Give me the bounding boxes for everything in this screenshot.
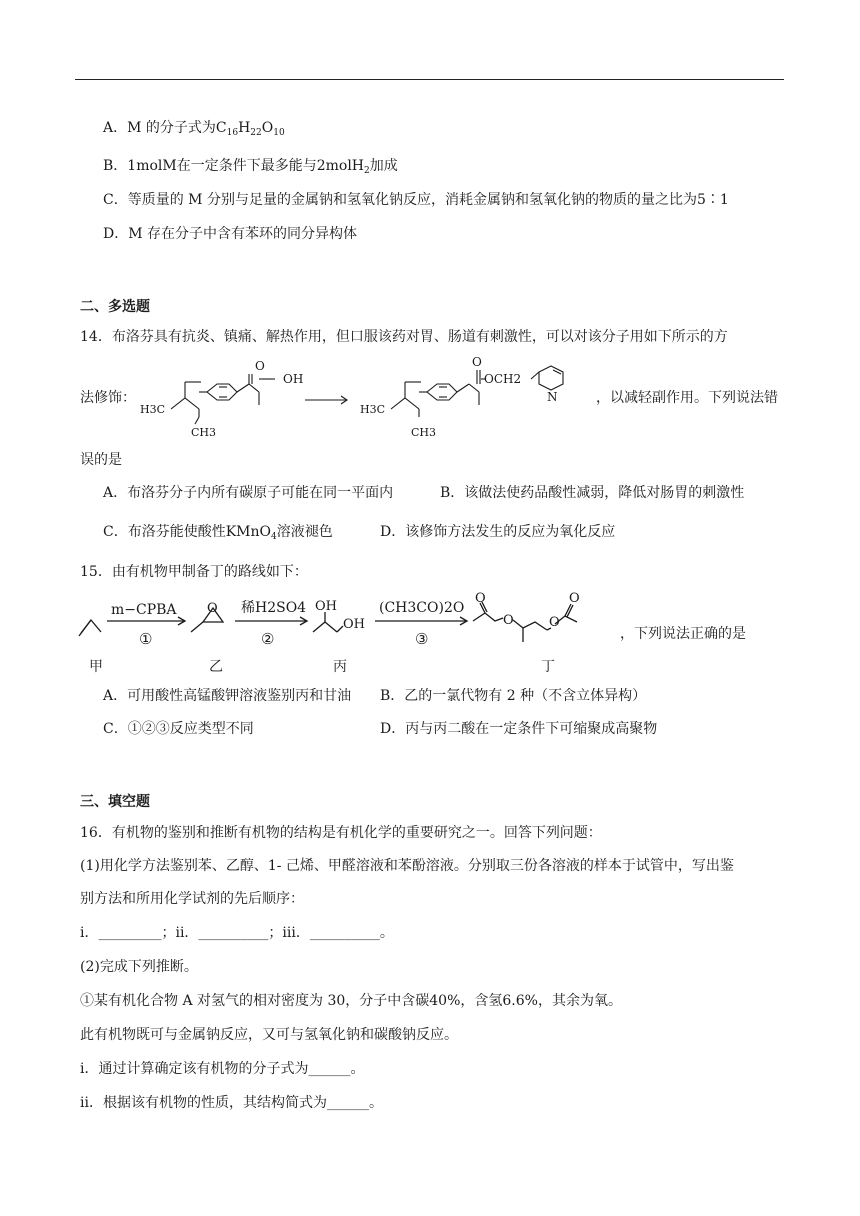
q16-part2-line1: ①某有机化合物 A 对氢气的相对密度为 30，分子中含碳40%，含氢6.6%，其余为氧。: [80, 993, 622, 1009]
q16-part1-blanks: i．_________；ii．__________；iii．__________。: [80, 925, 394, 941]
q16-part2-q1: i．通过计算确定该有机物的分子式为______。: [80, 1061, 365, 1077]
q14-stem-line2a: 法修饰：: [80, 390, 136, 406]
section-multi-choice-title: 二、多选题: [80, 299, 150, 315]
q14-option-b: B．该做法使药品酸性减弱，降低对肠胃的刺激性: [440, 485, 745, 501]
q16-part1-line1: (1)用化学方法鉴别苯、乙醇、1- 己烯、甲醛溶液和苯酚溶液。分别取三份各溶液的样本于试管中，写出鉴: [80, 858, 734, 874]
step-2-label: ②: [261, 630, 275, 648]
ibuprofen-modification-scheme: [135, 352, 590, 440]
ester-och2-label: OCH2: [484, 372, 522, 386]
reagent-dilute-h2so4: 稀H2SO4: [241, 600, 307, 616]
ibuprofen-h3c-label: H3C: [140, 403, 166, 416]
ester2-o: O: [549, 615, 560, 630]
q13-option-b: B．1molM在一定条件下最多能与2molH$_2$加成: [103, 158, 398, 176]
ester-h3c-label: H3C: [360, 403, 386, 416]
q14-stem-line1: 14．布洛芬具有抗炎、镇痛、解热作用，但口服该药对胃、肠道有刺激性，可以对该分子用如下所示的方: [80, 329, 728, 345]
step-3-label: ③: [415, 630, 429, 648]
step-1-label: ①: [139, 630, 153, 648]
ester-ch3-label: CH3: [411, 426, 437, 439]
q14-stem-line2b: ，以减轻副作用。下列说法错: [596, 390, 778, 406]
q16-part2-line2: 此有机物既可与金属钠反应，又可与氢氧化钠和碳酸钠反应。: [80, 1027, 458, 1043]
q14-option-d: D．该修饰方法发生的反应为氧化反应: [380, 524, 616, 540]
q15-option-a: A．可用酸性高锰酸钾溶液鉴别丙和甘油: [103, 688, 352, 704]
q14-option-c: C．布洛芬能使酸性KMnO$_4$溶液褪色: [103, 524, 333, 542]
label-jia: 甲: [89, 659, 103, 675]
diol-oh-right-label: OH: [343, 617, 365, 632]
reagent-mcpba: m−CPBA: [111, 602, 177, 618]
ester1-carbonyl-o: O: [475, 591, 486, 606]
q13-option-d: D．M 存在分子中含有苯环的同分异构体: [103, 226, 358, 242]
diol-oh-top-label: OH: [315, 599, 337, 614]
label-bing: 丙: [333, 659, 347, 675]
q16-part2-q2: ii．根据该有机物的性质，其结构简式为______。: [80, 1095, 383, 1111]
q16-part2-title: (2)完成下列推断。: [80, 959, 198, 975]
pyridine-n-label: N: [547, 390, 558, 404]
q14-option-a: A．布洛芬分子内所有碳原子可能在同一平面内: [103, 485, 394, 501]
q14-stem-line3: 误的是: [80, 452, 122, 468]
q15-stem: 15．由有机物甲制备丁的路线如下：: [80, 564, 308, 580]
ester1-o: O: [503, 613, 514, 628]
reagent-acetic-anhydride: (CH3CO)2O: [379, 600, 465, 616]
ester2-carbonyl-o: O: [569, 591, 580, 606]
header-rule: [75, 79, 784, 80]
q15-option-c: C．①②③反应类型不同: [103, 721, 254, 737]
label-ding: 丁: [541, 659, 555, 675]
q15-option-d: D．丙与丙二酸在一定条件下可缩聚成高聚物: [380, 721, 658, 737]
q13-option-c: C．等质量的 M 分别与足量的金属钠和氢氧化钠反应，消耗金属钠和氢氧化钠的物质的量之比为5∶1: [103, 192, 729, 208]
q16-stem: 16．有机物的鉴别和推断有机物的结构是有机化学的重要研究之一。回答下列问题：: [80, 825, 602, 841]
ibuprofen-oh-label: OH: [283, 372, 304, 386]
q16-part1-line2: 别方法和所用化学试剂的先后顺序：: [80, 891, 304, 907]
q15-option-b: B．乙的一氯代物有 2 种（不含立体异构）: [380, 688, 647, 704]
ibuprofen-ch3-label: CH3: [191, 426, 217, 439]
q15-stem-tail: ，下列说法正确的是: [620, 626, 746, 642]
section-fill-blank-title: 三、填空题: [80, 794, 150, 810]
label-yi: 乙: [209, 659, 223, 675]
q13-option-a: A．M 的分子式为$C_{16}H_{22}O_{10}$: [103, 120, 285, 138]
ester-carbonyl-o-label: O: [472, 355, 482, 369]
q15-synthesis-route: [75, 588, 620, 678]
epoxide-o-label: O: [207, 601, 218, 616]
ibuprofen-carbonyl-o-label: O: [255, 359, 265, 373]
